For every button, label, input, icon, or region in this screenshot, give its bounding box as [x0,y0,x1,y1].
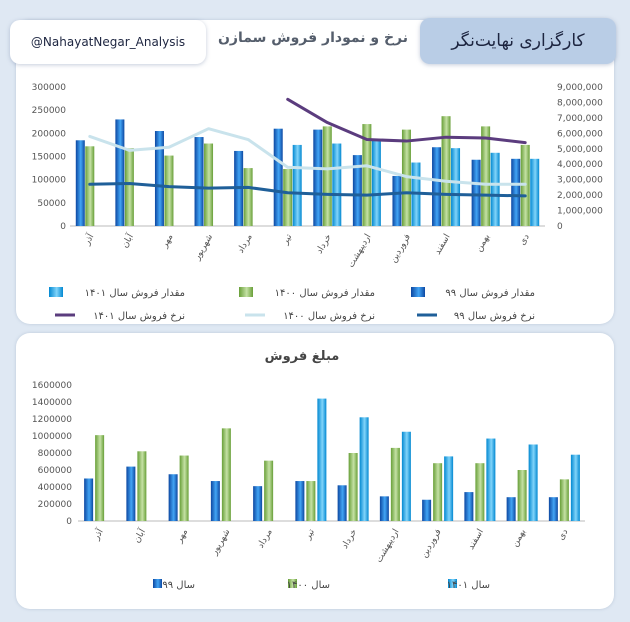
y2-tick-label: 6,000,000 [557,129,603,140]
legend-label: مقدار فروش سال ۹۹ [445,288,535,299]
amount-bar-1400-cat-2 [475,463,484,521]
y-tick-label: 0 [60,222,66,232]
amount-bar-1400-cat-8 [222,428,231,521]
amount-bar-1401-cat-0 [571,455,580,521]
chart-title: مبلغ فروش [264,349,340,364]
x-category-label: بهمن [510,527,529,549]
y-tick-label: 250000 [31,106,66,117]
x-category-label: آبان [132,527,148,545]
amount-bar-1401-cat-1 [529,445,538,522]
y2-tick-label: 0 [557,222,563,232]
x-category-label: آذر [82,232,97,247]
amount-bar-99-cat-5 [338,485,347,521]
amount-bar-1401-cat-5 [360,417,369,521]
x-category-label: اسفند [466,527,486,552]
x-category-label: شهریور [192,232,216,262]
legend-label: سال ۱۴۰۰ [286,580,330,591]
channel-handle: @NahayatNegar_Analysis [30,35,186,49]
y2-tick-label: 7,000,000 [557,113,603,124]
x-category-label: دی [556,527,571,543]
x-category-label: دی [517,232,532,248]
y2-tick-label: 1,000,000 [557,206,603,217]
y-tick-label: 0 [66,517,72,527]
amount-bar-99-cat-1 [507,497,516,521]
x-category-label: اردیبهشت [374,527,402,565]
amount-bar-1400-cat-7 [264,461,273,521]
amount-bar-99-cat-2 [464,492,473,521]
amount-bar-1400-cat-10 [137,451,146,521]
x-category-label: مرداد [255,527,275,551]
amount-bar-99-cat-3 [422,500,431,521]
amount-bar-99-cat-0 [549,497,558,521]
amount-bar-1400-cat-0 [560,479,569,521]
x-category-label: مهر [159,232,176,250]
x-category-label: آذر [91,527,106,542]
x-category-label: اسفند [432,232,453,257]
brand-name: کارگزاری نهایت‌نگر [451,31,585,51]
y2-tick-label: 2,000,000 [557,191,603,202]
y-tick-label: 1000000 [31,432,72,442]
y2-tick-label: 3,000,000 [557,175,603,186]
amount-bar-99-cat-6 [295,481,304,521]
y2-tick-label: 4,000,000 [557,160,603,171]
x-category-label: اردیبهشت [346,232,374,270]
x-category-label: خرداد [340,527,360,551]
y-tick-label: 300000 [31,83,66,93]
x-category-label: فروردین [388,232,414,265]
amount-bar-1401-cat-4 [402,432,411,521]
amount-bar-1400-cat-9 [180,456,189,521]
amount-bar-1401-cat-3 [444,456,453,521]
amount-bar-99-cat-11 [84,479,93,522]
amount-bar-99-cat-9 [169,474,178,521]
y-tick-label: 200000 [37,500,72,510]
legend-label: نرخ فروش سال ۱۴۰۰ [283,311,375,322]
amount-bar-1400-cat-3 [433,463,442,521]
amount-bar-99-cat-10 [126,467,135,521]
y-tick-label: 400000 [37,483,72,493]
legend-label: نرخ فروش سال ۹۹ [453,311,535,322]
legend-label: سال ۱۴۰۱ [446,580,490,591]
y-tick-label: 800000 [37,449,72,459]
chart-title: نرخ و نمودار فروش سمازن [217,30,409,46]
amount-bar-1400-cat-5 [349,453,358,521]
y2-tick-label: 9,000,000 [557,83,603,93]
amount-bar-1400-cat-6 [306,481,315,521]
y2-tick-label: 8,000,000 [557,98,603,109]
x-category-label: شهریور [209,527,233,557]
x-category-label: بهمن [474,232,493,254]
y-tick-label: 200000 [31,129,66,140]
amount-bar-99-cat-8 [211,481,220,521]
x-category-label: آبان [120,232,136,250]
amount-bar-1400-cat-11 [95,435,104,521]
y2-tick-label: 5,000,000 [557,144,603,155]
legend-swatch [153,579,162,588]
amount-bar-99-cat-4 [380,496,389,521]
x-category-label: خرداد [314,232,334,256]
amount-bar-99-cat-7 [253,486,262,521]
x-category-label: فروردین [419,527,444,560]
y-tick-label: 1400000 [31,398,72,408]
amount-bar-1400-cat-4 [391,448,400,521]
y-tick-label: 100000 [31,175,66,186]
amount-bar-1401-cat-6 [317,399,326,521]
x-category-label: تیر [303,527,317,542]
legend-label: مقدار فروش سال ۱۴۰۱ [84,288,185,299]
y-tick-label: 600000 [37,466,72,476]
y-tick-label: 1200000 [31,415,72,425]
legend-label: سال ۹۹ [162,580,195,591]
x-category-label: تیر [280,232,295,247]
legend-label: مقدار فروش سال ۱۴۰۰ [274,288,375,299]
y-tick-label: 50000 [37,198,66,209]
x-category-label: مرداد [235,232,255,256]
amount-bar-1401-cat-2 [486,439,495,521]
y-tick-label: 1600000 [31,381,72,391]
legend-label: نرخ فروش سال ۱۴۰۱ [93,311,185,322]
y-tick-label: 150000 [31,152,66,163]
x-category-label: مهر [174,527,191,545]
amount-bar-1400-cat-1 [518,470,527,521]
